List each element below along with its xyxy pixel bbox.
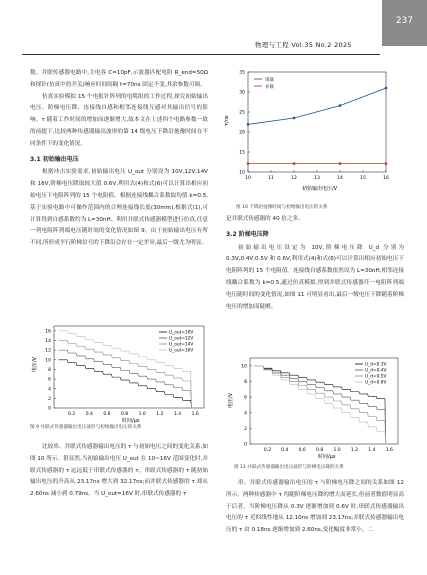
legend-label: 串联 xyxy=(265,78,274,83)
y-tick-label: 14 xyxy=(45,339,51,345)
figure-caption: 图 11 并联式传感器输出电压波形与阶梯电压降的关系 xyxy=(234,465,344,470)
y-tick-label: 6 xyxy=(244,395,247,401)
section-heading: 3.2 阶梯电压降 xyxy=(226,230,269,238)
y-tick-label: 12 xyxy=(45,348,51,354)
figure-caption: 图 10 下降沿弛豫时间与初始输出电压的关系 xyxy=(236,205,328,210)
legend xyxy=(159,330,193,354)
y-ticks xyxy=(239,70,250,176)
x-tick-label: 15 xyxy=(360,176,366,181)
data-point xyxy=(247,123,250,126)
y-tick-label: 4 xyxy=(244,411,247,417)
x-tick-label: 14 xyxy=(337,176,343,181)
data-point xyxy=(339,162,342,165)
header-rule xyxy=(22,54,380,55)
page-number: 237 xyxy=(395,16,414,26)
y-tick-label: 10 xyxy=(45,358,51,364)
y-tick-label: 0 xyxy=(48,406,51,412)
y-tick-label: 6 xyxy=(48,377,51,383)
x-tick-label: 11 xyxy=(268,176,274,181)
legend-label: U_out=12V xyxy=(169,336,194,342)
data-point xyxy=(339,104,342,107)
series-line xyxy=(248,88,386,124)
x-tick-label: 0.8 xyxy=(316,448,324,453)
right-column-bottom xyxy=(226,478,404,537)
right-column xyxy=(226,214,404,313)
y-ticks xyxy=(45,328,56,411)
paragraph: 串、并联式传感器输出电压的 τ 与阶梯电压降之间的关系如图 12 所示。两种传感器中 τ 均随阶梯电压降的增大而延长,但前者数值明显高于后者。当阶梯电压降从 0.3V 逐渐增加到 0.6V 时,串联式传感器输出电压的 τ 近似线性地从 12.10ns 增加到 23.17ns;并联式传感器输出电压的 τ 由 0.18ns 逐渐增加到 2.60ns,变化幅度非常小。二 xyxy=(226,480,404,534)
section-heading: 3.1 初始输出电压 xyxy=(30,155,79,163)
y-tick-label: 25 xyxy=(239,110,245,116)
paragraph: 初始输出电压设定为 10V,阶梯电压降 U_d 分别为 0.3V,0.4V,0.5V 和 0.6V,利用式(4)和式(6)可以计算出相应初始电压下电阻阵列的 15 个电阻值。连接线自感系数依然设为 L=30nH,相邻连接线耦合系数为 k=0.5,通过仿真模拟,得到并联式传感器任一电阻阵列端电压随时间的变化情况,如图 11 可明显看出,最后一级电压下降随着阶梯电压的增加而陡峭。 xyxy=(226,244,404,310)
data-point xyxy=(385,87,388,90)
x-tick-label: 1.4 xyxy=(368,448,376,453)
y-tick-label: 10 xyxy=(239,170,245,176)
legend-label: U_out=16V xyxy=(169,348,194,354)
x-tick-label: 0.2 xyxy=(263,448,271,453)
y-tick-label: 16 xyxy=(45,329,51,335)
figure-10 xyxy=(218,62,398,202)
y-tick-label: 2 xyxy=(244,426,247,432)
x-tick-label: 1.6 xyxy=(385,448,393,453)
figure-9 xyxy=(28,318,210,424)
x-tick-label: 0.4 xyxy=(281,448,289,453)
page-number-tab xyxy=(382,0,427,46)
waveform-line xyxy=(58,348,194,408)
x-tick-label: 0.6 xyxy=(103,412,111,417)
legend-label: 并联 xyxy=(265,85,274,90)
y-tick-label: 10 xyxy=(241,364,247,370)
x-tick-label: 1.0 xyxy=(333,448,341,453)
x-tick-label: 1.6 xyxy=(191,412,199,417)
legend-label: U_d=0.4V xyxy=(365,368,387,374)
data-point xyxy=(247,162,250,165)
x-tick-label: 10 xyxy=(245,176,251,181)
y-tick-label: 30 xyxy=(239,90,245,96)
x-tick-label: 0.8 xyxy=(121,412,129,417)
x-tick-label: 0.6 xyxy=(298,448,306,453)
x-axis-label: 初始输出电压/V xyxy=(302,186,338,192)
paragraph: 是并联式传感器的 40 倍之多。 xyxy=(226,216,304,222)
legend xyxy=(355,362,386,386)
x-tick-label: 1.0 xyxy=(138,412,146,417)
x-tick-label: 0.2 xyxy=(68,412,76,417)
legend-label: U_out=10V xyxy=(169,330,194,336)
paragraph: 仿真实验模拟 15 个电报针阵列的电缆组的工作过程,探究初始输出电压、阶梯电压降、连接线自感和相邻连接线互感对其输出信号的影响。τ 随着工作时间的增加而逐渐增大,故本文在上述四个电路参数一致的前提下,比较两种传感器输出波形的第 14 级电压下降沿弛豫时间在不同条件下的变化情况。 xyxy=(30,93,208,147)
journal-header: 物理与工程 Vol.35 No.2 2025 xyxy=(255,41,352,49)
x-ticks xyxy=(245,170,389,181)
y-tick-label: 4 xyxy=(48,387,51,393)
x-ticks xyxy=(68,411,199,417)
x-tick-label: 1.2 xyxy=(350,448,359,453)
legend-label: U_d=0.6V xyxy=(365,380,387,386)
paragraph: 根据冲击实验需求,初始输出电压 U_out 分别设为 10V,12V,14V 和 16V,阶梯电压降取较大值 0.6V,利用式(4)和式(6)可以计算出相应初始电压下电阻阵列的 15 个电阻值。根据连接线耦合系数取均值 k=0.5,基于实验电路中可操作范围内的合理连接线长度(30mm),根据式(1),可计算得到自感系数约为 L=30nH。利用并联式传感器模型进行仿真,任意一列电阻阵列端电压随时间的变化情况如图 9。由于初始输出电压有所不同,所形成平行阶梯信号的下降沿会存在一定差异,最后一级尤为明显。 xyxy=(30,169,208,247)
series-group xyxy=(247,87,388,165)
figure-caption: 图 9 并联式传感器输出电压波形与初始输出电压的关系 xyxy=(30,425,142,430)
y-tick-label: 2 xyxy=(48,396,51,402)
waveform-line xyxy=(58,360,191,408)
y-axis-label: τ/ns xyxy=(224,115,230,126)
y-tick-label: 15 xyxy=(239,150,245,156)
x-tick-label: 13 xyxy=(314,176,320,181)
y-tick-label: 0 xyxy=(244,442,247,448)
y-axis-label: 电压/V xyxy=(32,356,38,372)
figure-11 xyxy=(222,352,404,462)
x-tick-label: 1.4 xyxy=(173,412,182,417)
y-ticks xyxy=(241,363,252,447)
left-column-bottom xyxy=(30,442,208,501)
paragraph: 比较串、并联式传感器输出电压的 τ 与初始电压之间的变化关系,如图 10 所示。很显然,当初始输出电压 U_out 在 10~16V 范围变化时,并联式传感器的 τ 远远低于串联式传感器的 τ。串联式传感器的 τ 随初始输出电压的升高从 23.17ns 增大到 32.17ns;而并联式传感器的 τ 却从 2.60ns 减小到 0.79ns。当 U_out=16V 时,串联式传感器的 τ xyxy=(30,444,208,498)
x-axis-label: 时间/μs xyxy=(318,454,336,460)
x-axis-label: 时间/μs xyxy=(122,418,140,424)
data-point xyxy=(293,117,296,120)
x-tick-label: 16 xyxy=(383,176,389,181)
x-tick-label: 1.2 xyxy=(156,412,164,417)
legend-label: U_d=0.3V xyxy=(365,362,387,368)
data-point xyxy=(293,162,296,165)
legend-label: U_d=0.5V xyxy=(365,374,387,380)
y-axis-label: 电压/V xyxy=(228,392,234,408)
left-column xyxy=(30,68,208,250)
x-tick-label: 0.4 xyxy=(85,412,93,417)
y-tick-label: 8 xyxy=(244,380,247,386)
legend xyxy=(254,76,274,90)
legend-label: U_out=14V xyxy=(169,342,194,348)
y-tick-label: 20 xyxy=(239,130,245,136)
x-tick-label: 12 xyxy=(291,176,297,181)
y-tick-label: 35 xyxy=(239,70,245,76)
data-point xyxy=(385,162,388,165)
paragraph: 数。并联传感器电路中,主电容 C=10pF,示波器匹配电阻 R_end=50Ω 和探针(仿真中的开关)响应时间间隔 t=70ns 固定不变,其余参数可调。 xyxy=(30,70,208,88)
x-ticks xyxy=(264,447,393,453)
y-tick-label: 8 xyxy=(48,368,51,374)
